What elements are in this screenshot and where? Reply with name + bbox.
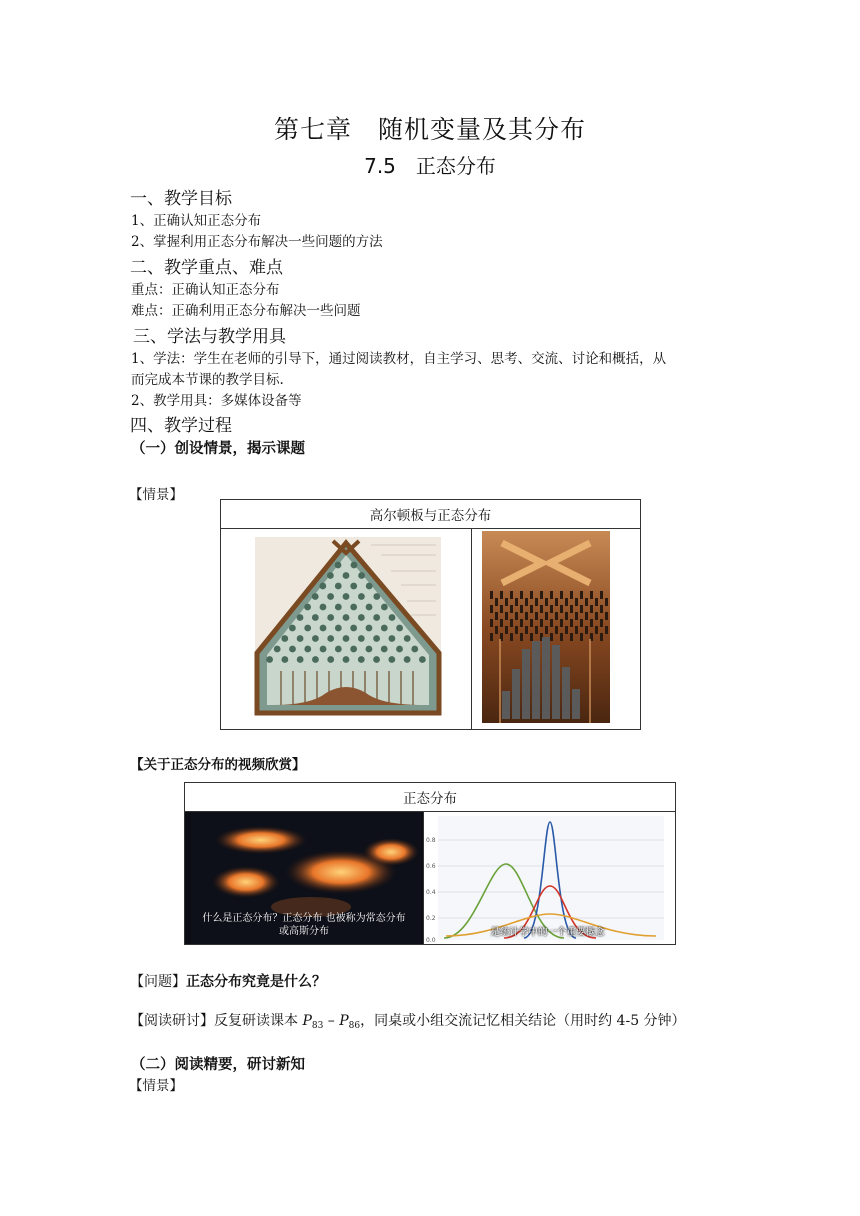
figure-title: 高尔顿板与正态分布 <box>221 500 641 529</box>
difficult-point: 难点：正确利用正态分布解决一些问题 <box>131 303 361 319</box>
heading-teaching-goals: 一、教学目标 <box>130 189 232 209</box>
chart-tick-label: 0.8 <box>426 837 437 844</box>
chart-tick-label: 0.4 <box>426 889 437 896</box>
figure-title-2: 正态分布 <box>185 783 676 812</box>
part1-heading: （一）创设情景，揭示课题 <box>131 441 305 457</box>
video-caption-line-2: 或高斯分布 <box>279 926 329 937</box>
video-caption-line-1: 什么是正态分布？正态分布 也被称为常态分布 <box>202 913 406 924</box>
question-line <box>130 971 326 991</box>
question-label: 【问题】 <box>130 974 186 990</box>
video-label: 【关于正态分布的视频欣赏】 <box>130 757 306 773</box>
reading-line <box>130 1010 686 1031</box>
chart-tick-label: 0.6 <box>426 863 437 870</box>
reading-label: 【阅读研讨】 <box>130 1013 214 1029</box>
reading-suffix: ，同桌或小组交流记忆相关结论（用时约 4-5 分钟） <box>360 1013 686 1029</box>
heading-teaching-process: 四、教学过程 <box>130 416 232 436</box>
part2-heading: （二）阅读精要，研讨新知 <box>131 1057 305 1073</box>
page-start: 83 <box>311 1021 324 1031</box>
galton-board-drawing-cell <box>221 529 472 730</box>
galton-board-drawing <box>221 529 471 725</box>
page-letter: P <box>302 1013 312 1029</box>
page-letter: P <box>339 1013 349 1029</box>
reading-prefix: 反复研读课本 <box>214 1013 303 1029</box>
section-title: 7.5 正态分布 <box>364 154 496 178</box>
galton-board-photo-cell <box>472 529 641 730</box>
chapter-title: 第七章 随机变量及其分布 <box>273 115 586 144</box>
key-point: 重点：正确认知正态分布 <box>131 282 280 298</box>
scene-label: 【情景】 <box>129 487 183 503</box>
galton-board-figure <box>220 499 641 730</box>
page-dash: – <box>323 1013 340 1029</box>
goal-item-2: 2、掌握利用正态分布解决一些问题的方法 <box>131 234 383 250</box>
chart-video-caption: 是统计学中的一个重要概念 <box>490 927 605 938</box>
method-item-2: 2、教学用具：多媒体设备等 <box>131 393 302 409</box>
chart-tick-label: 0.2 <box>426 915 437 922</box>
galton-board-photo <box>472 529 640 725</box>
method-item-1a: 1、学法：学生在老师的引导下，通过阅读教材，自主学习、思考、交流、讨论和概括，从 <box>131 351 667 367</box>
heading-methods-tools: 三、学法与教学用具 <box>133 327 286 347</box>
question-text: 正态分布究竟是什么？ <box>186 974 326 990</box>
page-end: 86 <box>348 1021 361 1031</box>
method-item-1b: 而完成本节课的教学目标. <box>131 372 284 388</box>
heading-key-points: 二、教学重点、难点 <box>130 258 283 278</box>
goal-item-1: 1、正确认知正态分布 <box>131 213 262 229</box>
cloud-video-thumbnail[interactable] <box>185 812 424 945</box>
chart-tick-label: 0.0 <box>426 937 437 944</box>
curve-video-thumbnail[interactable] <box>424 812 676 945</box>
scene-label-2: 【情景】 <box>129 1078 183 1094</box>
normal-distribution-video-figure <box>184 782 676 945</box>
